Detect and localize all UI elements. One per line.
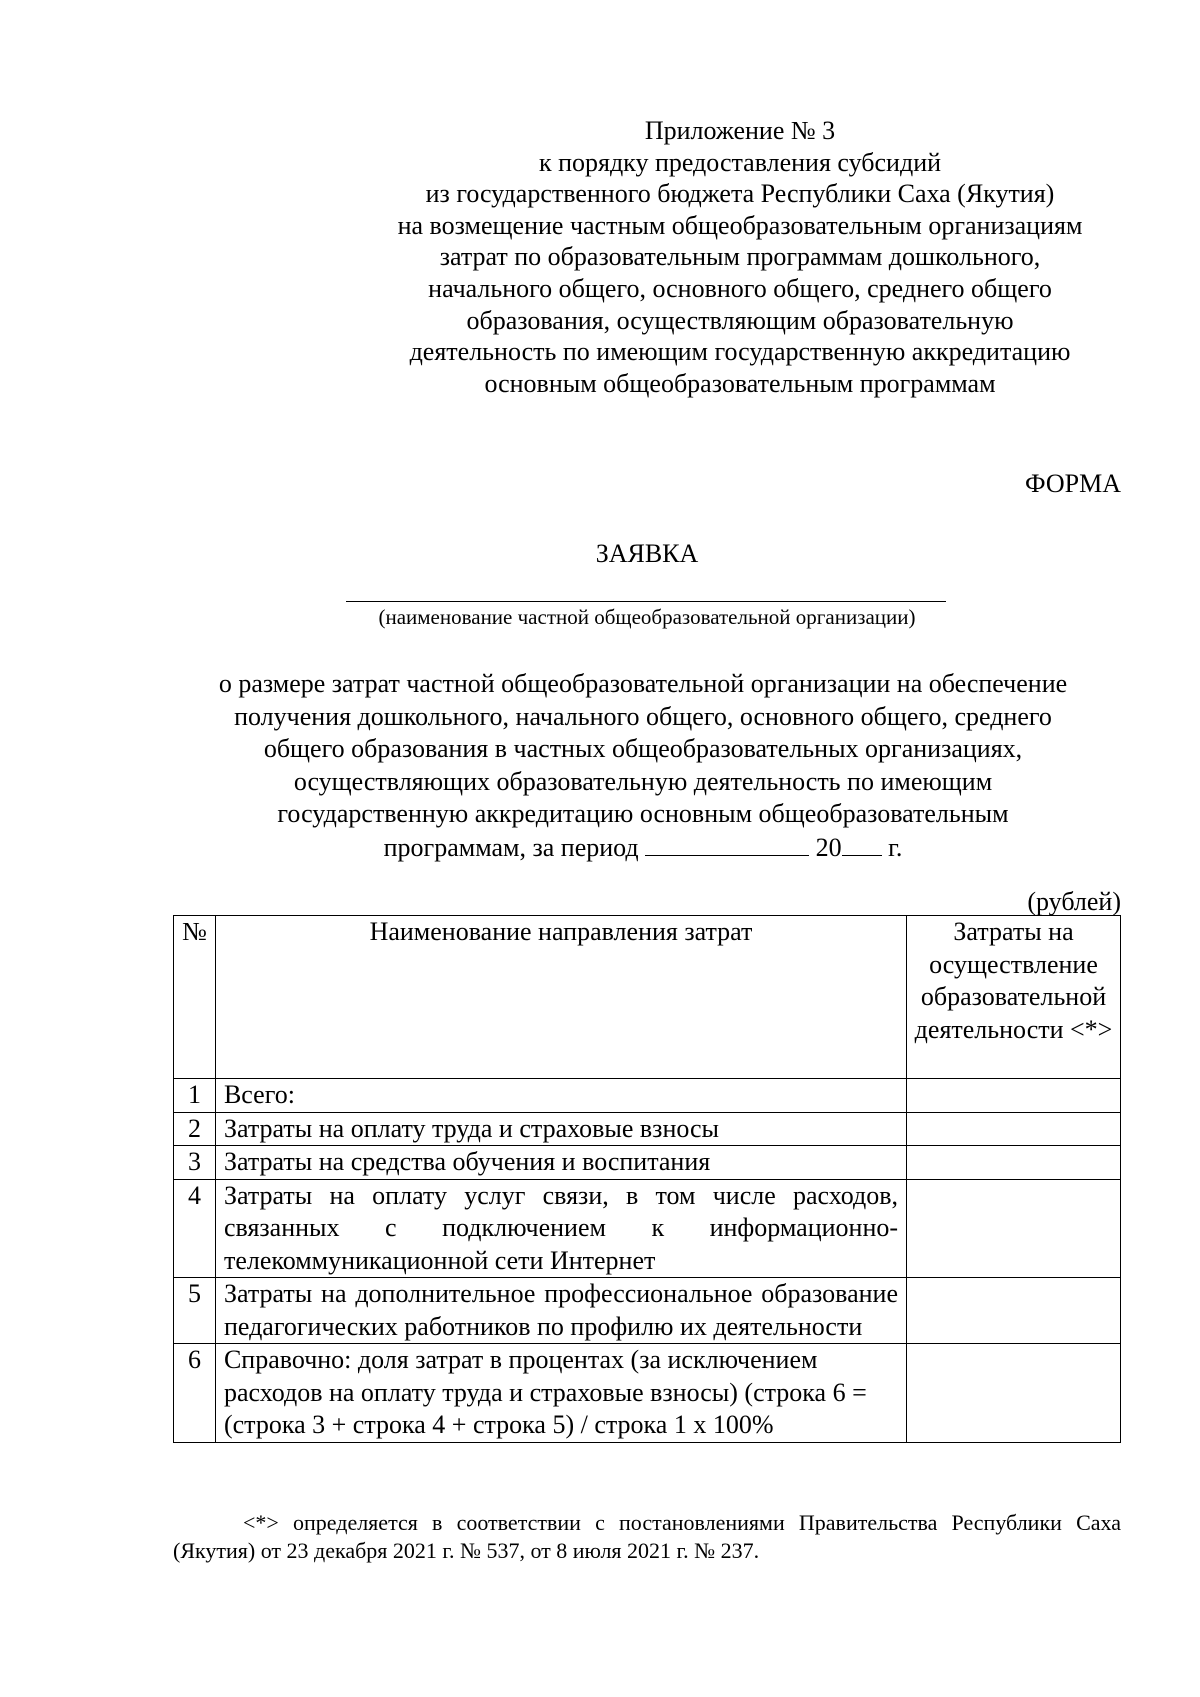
appendix-line: к порядку предоставления субсидий <box>538 147 942 177</box>
row-cost <box>907 1079 1121 1113</box>
appendix-line: деятельность по имеющим государственную аккредитацию <box>409 337 1071 367</box>
table-header-row <box>174 916 1121 1079</box>
appendix-line: образования, осуществляющим образовательную <box>466 305 1014 335</box>
table-row <box>174 1146 1121 1180</box>
header-num: № <box>174 916 216 1079</box>
table-row <box>174 1112 1121 1146</box>
costs-table <box>173 915 1121 1443</box>
table-row <box>174 1344 1121 1443</box>
row-name: Справочно: доля затрат в процентах (за исключением расходов на оплату труда и страховые взносы) (строка 6 = (строка 3 + строка 4 + строка 5) / строка 1 х 100% <box>215 1344 906 1443</box>
row-num: 3 <box>174 1146 216 1180</box>
header-name: Наименование направления затрат <box>215 916 906 1079</box>
organization-caption: (наименование частной общеобразовательной организации) <box>378 605 916 629</box>
row-cost <box>907 1344 1121 1443</box>
period-blank <box>645 831 809 856</box>
row-num: 5 <box>174 1278 216 1344</box>
request-line: общего образования в частных общеобразовательных организациях, <box>263 734 1023 763</box>
appendix-line: затрат по образовательным программам дошкольного, <box>439 242 1041 272</box>
row-num: 4 <box>174 1179 216 1278</box>
appendix-line: начального общего, основного общего, среднего общего <box>428 273 1052 303</box>
row-cost <box>907 1112 1121 1146</box>
appendix-line: на возмещение частным общеобразовательным организациям <box>397 210 1083 240</box>
row-cost <box>907 1278 1121 1344</box>
request-line: осуществляющих образовательную деятельность по имеющим <box>293 766 993 796</box>
row-name: Затраты на оплату труда и страховые взносы <box>215 1112 906 1146</box>
header-cost: Затраты на осуществление образовательной деятельности <*> <box>907 916 1121 1079</box>
document-heading: ЗАЯВКА <box>595 539 699 568</box>
organization-name-line <box>346 601 946 602</box>
period-line <box>170 831 1116 865</box>
units-label: (рублей) <box>1027 887 1121 916</box>
row-name: Всего: <box>215 1079 906 1113</box>
row-cost <box>907 1146 1121 1180</box>
row-num: 2 <box>174 1112 216 1146</box>
appendix-header <box>360 115 1120 399</box>
request-line: государственную аккредитацию основным общеобразовательным <box>277 799 1009 828</box>
row-num: 1 <box>174 1079 216 1113</box>
table-row <box>174 1179 1121 1278</box>
request-line: получения дошкольного, начального общего, основного общего, среднего <box>234 701 1052 731</box>
period-prefix: программам, за период <box>383 832 639 862</box>
appendix-line: Приложение № 3 <box>644 116 836 145</box>
year-prefix: 20 <box>815 832 842 862</box>
request-description <box>170 668 1116 864</box>
footnote: <*> определяется в соответствии с постановлениями Правительства Республики Саха (Якутия) от 23 декабря 2021 г. № 537, от 8 июля 2021 г. № 237. <box>173 1510 1121 1563</box>
table-row <box>174 1079 1121 1113</box>
row-name: Затраты на дополнительное профессиональное образование педагогических работников по профилю их деятельности <box>215 1278 906 1344</box>
row-name: Затраты на оплату услуг связи, в том числе расходов, связанных с подключением к информационно-телекоммуникационной сети Интернет <box>215 1179 906 1278</box>
request-line: о размере затрат частной общеобразовательной организации на обеспечение <box>218 669 1068 698</box>
table-row <box>174 1278 1121 1344</box>
year-blank <box>842 831 882 856</box>
form-label: ФОРМА <box>1025 469 1121 498</box>
year-suffix: г. <box>888 832 903 862</box>
appendix-line: основным общеобразовательным программам <box>484 368 996 398</box>
row-name: Затраты на средства обучения и воспитания <box>215 1146 906 1180</box>
appendix-line: из государственного бюджета Республики Саха (Якутия) <box>425 179 1055 209</box>
row-num: 6 <box>174 1344 216 1443</box>
row-cost <box>907 1179 1121 1278</box>
